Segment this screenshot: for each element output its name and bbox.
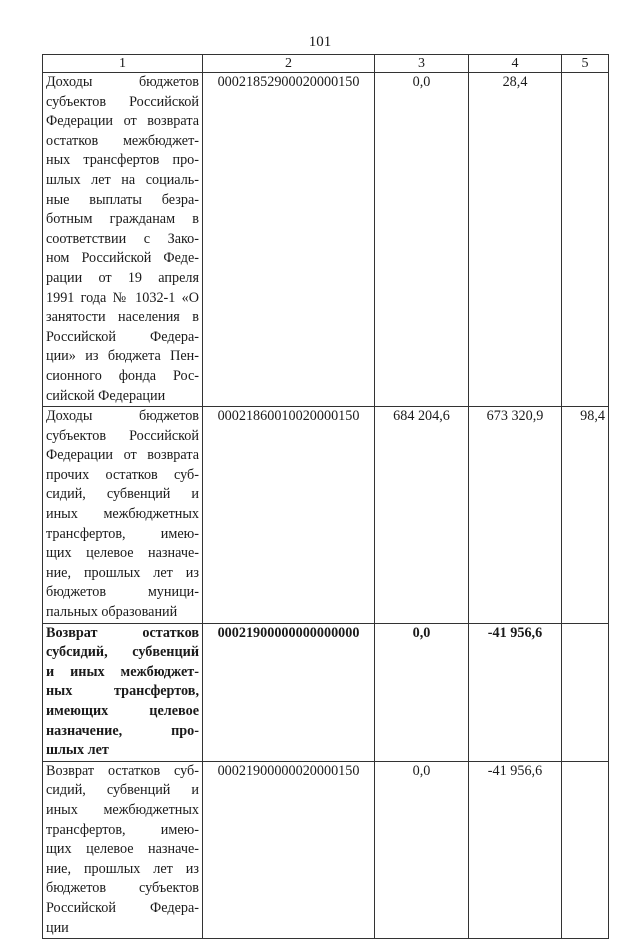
row-col3-cell: 684 204,6 — [375, 407, 469, 624]
row-col4-cell: -41 956,6 — [469, 761, 562, 938]
row-name-line: иных межбюджетных — [46, 506, 199, 523]
row-name-line: бюджетов субъектов — [46, 880, 199, 897]
row-code-cell: 00021900000020000150 — [203, 761, 375, 938]
row-name-line: ных трансфертов, — [46, 683, 199, 700]
row-name-line: остатков межбюджет- — [46, 132, 199, 149]
row-name-line: назначение, про- — [46, 722, 199, 739]
row-name-line: ных трансфертов про- — [46, 152, 199, 169]
table-row — [43, 623, 609, 761]
row-name-line: щих целевое назначе- — [46, 841, 199, 858]
row-col5-cell — [562, 623, 609, 761]
row-name-line: ные выплаты безра- — [46, 191, 199, 208]
table-row — [43, 73, 609, 407]
row-name-line: Федерации от возврата — [46, 447, 199, 464]
row-code-cell: 00021900000000000000 — [203, 623, 375, 761]
header-col-4: 4 — [469, 55, 562, 73]
row-name-line: ции» из бюджета Пен- — [46, 348, 199, 365]
header-col-5: 5 — [562, 55, 609, 73]
table-row — [43, 761, 609, 938]
row-col5-cell — [562, 761, 609, 938]
header-col-1: 1 — [43, 55, 203, 73]
row-name-line: ботным гражданам в — [46, 211, 199, 228]
row-name-line: Доходы бюджетов — [46, 74, 199, 90]
row-name-line: трансфертов, имею- — [46, 525, 199, 542]
row-name-line: сидий, субвенций и — [46, 782, 199, 799]
row-name-line: щих целевое назначе- — [46, 545, 199, 562]
row-name-line: ние, прошлых лет из — [46, 860, 199, 877]
header-row — [43, 55, 609, 73]
row-name-line: Возврат остатков — [46, 624, 199, 641]
row-name-line: соответствии с Зако- — [46, 230, 199, 247]
row-col4-cell: -41 956,6 — [469, 623, 562, 761]
row-name-line: занятости населения в — [46, 309, 199, 326]
header-col-3: 3 — [375, 55, 469, 73]
page-number: 101 — [308, 34, 332, 50]
row-col4-cell: 28,4 — [469, 73, 562, 407]
row-name-line: шлых лет на социаль- — [46, 171, 199, 188]
row-name-line: ном Российской Феде- — [46, 250, 199, 267]
row-name-line: бюджетов муници- — [46, 584, 199, 601]
row-name-line: пальных образований — [46, 604, 178, 621]
row-name-line: ции — [46, 919, 69, 936]
row-name-line: сидий, субвенций и — [46, 486, 199, 503]
row-name-line: субъектов Российской — [46, 427, 199, 444]
row-col3-cell: 0,0 — [375, 73, 469, 407]
row-name-line: 1991 года № 1032-1 «О — [46, 289, 199, 306]
row-name-line: Российской Федера- — [46, 899, 199, 916]
row-col3-cell: 0,0 — [375, 761, 469, 938]
row-col5-cell: 98,4 — [562, 407, 609, 624]
row-name-line: Доходы бюджетов — [46, 408, 199, 425]
row-name-line: иных межбюджетных — [46, 801, 199, 818]
row-name-line: сионного фонда Рос- — [46, 367, 199, 384]
row-code-cell: 00021860010020000150 — [203, 407, 375, 624]
row-name-line: Федерации от возврата — [46, 113, 199, 130]
row-col4-cell: 673 320,9 — [469, 407, 562, 624]
row-name-line: ние, прошлых лет из — [46, 564, 199, 581]
row-name-cell — [43, 623, 203, 761]
table-row — [43, 407, 609, 624]
table-body — [43, 73, 609, 939]
row-name-line: рации от 19 апреля — [46, 269, 199, 286]
row-col5-cell — [562, 73, 609, 407]
row-name-cell — [43, 761, 203, 938]
row-name-line: сийской Федерации — [46, 387, 166, 404]
row-name-line: субсидий, субвенций — [46, 644, 199, 661]
row-name-cell — [43, 407, 203, 624]
row-name-line: шлых лет — [46, 742, 109, 759]
row-name-line: прочих остатков суб- — [46, 466, 199, 483]
row-name-line: Возврат остатков суб- — [46, 762, 199, 779]
row-name-line: Российской Федера- — [46, 328, 199, 345]
budget-table — [42, 54, 609, 939]
row-name-line: субъектов Российской — [46, 93, 199, 110]
row-name-line: имеющих целевое — [46, 703, 199, 719]
row-name-line: трансфертов, имею- — [46, 821, 199, 838]
row-name-cell — [43, 73, 203, 407]
row-col3-cell: 0,0 — [375, 623, 469, 761]
row-name-line: и иных межбюджет- — [46, 663, 199, 680]
header-col-2: 2 — [203, 55, 375, 73]
row-code-cell: 00021852900020000150 — [203, 73, 375, 407]
